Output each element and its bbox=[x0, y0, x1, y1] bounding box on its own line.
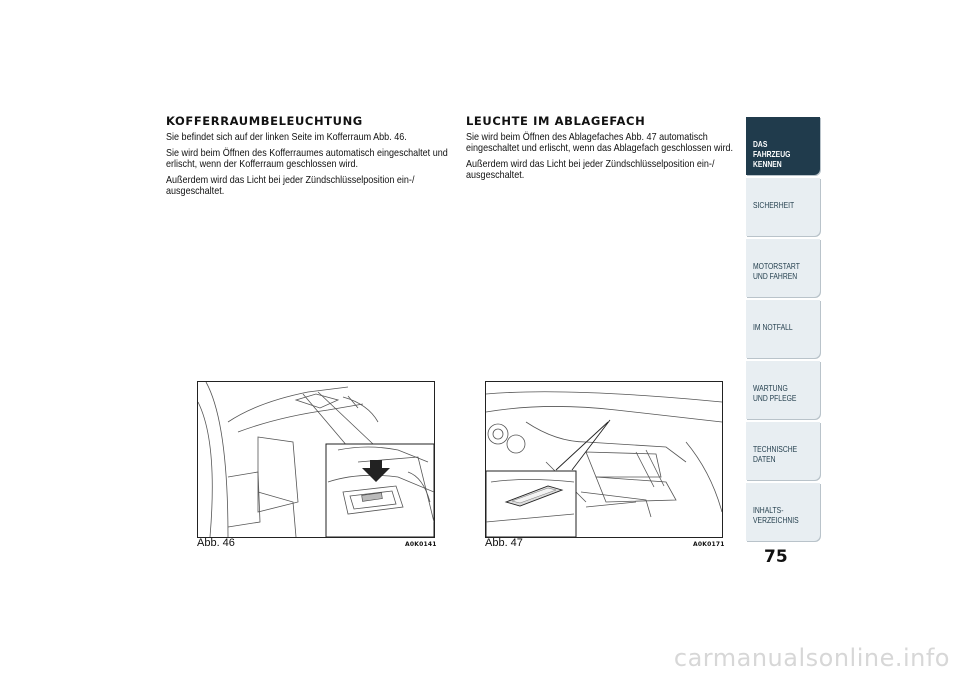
tab-wartung-und-pflege[interactable] bbox=[746, 361, 820, 419]
tab-label: INHALTS-VERZEICHNIS bbox=[753, 505, 799, 525]
figure-trunk-light-illustration bbox=[197, 381, 435, 538]
figure-caption: Abb. 46 bbox=[197, 537, 235, 549]
figure-code: A0K0141 bbox=[405, 541, 437, 548]
section-heading: LEUCHTE IM ABLAGEFACH bbox=[466, 114, 646, 128]
paragraph: Sie wird beim Öffnen des Ablagefaches Abb. 47 automatisch eingeschaltet und erlischt, wenn das Ablagefach geschlossen wird. bbox=[466, 131, 734, 154]
tab-motorstart-und-fahren[interactable] bbox=[746, 239, 820, 297]
section-kofferraumbeleuchtung bbox=[166, 114, 451, 202]
tab-label: IM NOTFALL bbox=[753, 322, 793, 332]
paragraph: Sie befindet sich auf der linken Seite im Kofferraum Abb. 46. bbox=[166, 131, 407, 143]
paragraph: Außerdem wird das Licht bei jeder Zündschlüsselposition ein-/ ausgeschaltet. bbox=[166, 174, 415, 197]
chapter-tabs bbox=[746, 117, 820, 544]
figure-glovebox-light-illustration bbox=[485, 381, 723, 538]
paragraph: Außerdem wird das Licht bei jeder Zündschlüsselposition ein-/ ausgeschaltet. bbox=[466, 158, 715, 181]
tab-das-fahrzeug-kennen[interactable] bbox=[746, 117, 820, 175]
section-heading: KOFFERRAUMBELEUCHTUNG bbox=[166, 114, 363, 128]
figure-caption: Abb. 47 bbox=[485, 537, 523, 549]
tab-sicherheit[interactable] bbox=[746, 178, 820, 236]
tab-label: TECHNISCHE DATEN bbox=[753, 444, 798, 464]
tab-im-notfall[interactable] bbox=[746, 300, 820, 358]
page-number: 75 bbox=[764, 547, 788, 567]
paragraph: Sie wird beim Öffnen des Kofferraumes automatisch eingeschaltet und erlischt, wenn der Kofferraum geschlossen wird. bbox=[166, 147, 448, 170]
trunk-light-drawing bbox=[198, 382, 434, 537]
tab-label: MOTORSTART UND FAHREN bbox=[753, 261, 800, 281]
tab-technische-daten[interactable] bbox=[746, 422, 820, 480]
section-leuchte-ablagefach bbox=[466, 114, 751, 186]
tab-inhaltsverzeichnis[interactable] bbox=[746, 483, 820, 541]
glovebox-light-drawing bbox=[486, 382, 722, 537]
tab-label: DAS FAHRZEUG KENNEN bbox=[753, 139, 791, 169]
figure-code: A0K0171 bbox=[693, 541, 725, 548]
tab-label: WARTUNG UND PFLEGE bbox=[753, 383, 797, 403]
tab-label: SICHERHEIT bbox=[753, 200, 795, 210]
watermark: carmanualsonline.info bbox=[673, 644, 950, 672]
